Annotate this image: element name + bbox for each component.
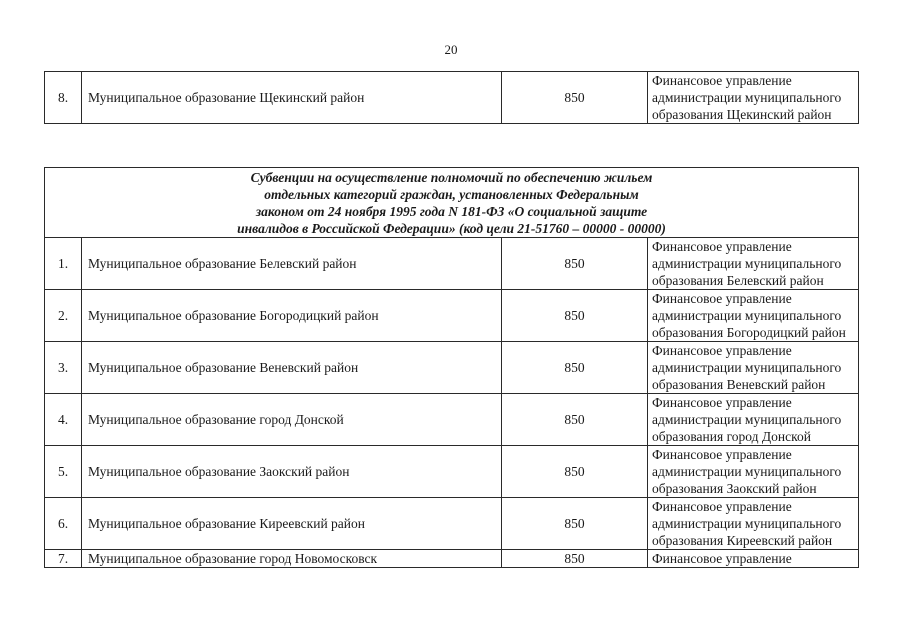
financial-authority-line: администрации муниципального	[652, 256, 842, 271]
financial-authority-line: Финансовое управление	[652, 239, 792, 254]
row-number: 6.	[45, 498, 82, 550]
financial-authority	[648, 290, 859, 342]
financial-authority-line: администрации муниципального	[652, 464, 842, 479]
section-title-line: инвалидов в Российской Федерации» (код цели 21-51760 – 00000 - 00000)	[237, 220, 666, 236]
table-row	[45, 394, 859, 446]
page-number: 20	[444, 42, 458, 57]
financial-authority-line: администрации муниципального	[652, 90, 842, 105]
table-row	[45, 550, 859, 568]
financial-authority-line: Финансовое управление	[652, 291, 792, 306]
municipality-name: Муниципальное образование Заокский район	[82, 446, 502, 498]
municipality-name: Муниципальное образование Веневский район	[82, 342, 502, 394]
financial-authority-line: администрации муниципального	[652, 308, 842, 323]
municipality-name: Муниципальное образование Белевский район	[82, 238, 502, 290]
section-title-line: законом от 24 ноября 1995 года N 181-ФЗ «О социальной защите	[255, 203, 648, 219]
financial-authority-line: Финансовое управление	[652, 343, 792, 358]
code-cell: 850	[502, 238, 648, 290]
financial-authority-line: Финансовое управление	[652, 73, 792, 88]
financial-authority	[648, 498, 859, 550]
section-title	[45, 168, 859, 238]
financial-authority-line: образования Щекинский район	[652, 107, 832, 122]
financial-authority	[648, 446, 859, 498]
code-cell: 850	[502, 446, 648, 498]
row-number: 7.	[45, 550, 82, 568]
row-number: 3.	[45, 342, 82, 394]
main-table-body	[45, 168, 859, 568]
table-row	[45, 72, 859, 124]
municipality-name: Муниципальное образование город Новомосковск	[82, 550, 502, 568]
row-number: 1.	[45, 238, 82, 290]
financial-authority	[648, 342, 859, 394]
top-table	[44, 71, 859, 124]
municipality-name: Муниципальное образование Киреевский район	[82, 498, 502, 550]
section-title-line: Субвенции на осуществление полномочий по обеспечению жильем	[250, 169, 653, 185]
municipality-name: Муниципальное образование Щекинский район	[82, 72, 502, 124]
table-row	[45, 446, 859, 498]
financial-authority-line: образования Веневский район	[652, 377, 826, 392]
financial-authority-line: Финансовое управление	[652, 551, 792, 566]
financial-authority	[648, 238, 859, 290]
municipality-name: Муниципальное образование Богородицкий район	[82, 290, 502, 342]
financial-authority-line: Финансовое управление	[652, 447, 792, 462]
financial-authority	[648, 72, 859, 124]
financial-authority-line: образования Богородицкий район	[652, 325, 846, 340]
section-title-line: отдельных категорий граждан, установленных Федеральным	[264, 186, 639, 202]
financial-authority-line: Финансовое управление	[652, 395, 792, 410]
financial-authority-line: образования Заокский район	[652, 481, 817, 496]
table-row	[45, 498, 859, 550]
financial-authority-line: образования Киреевский район	[652, 533, 833, 548]
code-cell: 850	[502, 498, 648, 550]
financial-authority-line: образования город Донской	[652, 429, 811, 444]
financial-authority	[648, 394, 859, 446]
financial-authority-line: администрации муниципального	[652, 360, 842, 375]
municipality-name: Муниципальное образование город Донской	[82, 394, 502, 446]
row-number: 4.	[45, 394, 82, 446]
code-cell: 850	[502, 342, 648, 394]
top-table-body	[45, 72, 859, 124]
table-row	[45, 238, 859, 290]
financial-authority-line: администрации муниципального	[652, 516, 842, 531]
code-cell: 850	[502, 394, 648, 446]
financial-authority-line: администрации муниципального	[652, 412, 842, 427]
section-header-row	[45, 168, 859, 238]
financial-authority	[648, 550, 859, 568]
code-cell: 850	[502, 550, 648, 568]
table-row	[45, 290, 859, 342]
row-number: 5.	[45, 446, 82, 498]
row-number: 2.	[45, 290, 82, 342]
row-number: 8.	[45, 72, 82, 124]
code-cell: 850	[502, 290, 648, 342]
code-cell: 850	[502, 72, 648, 124]
financial-authority-line: Финансовое управление	[652, 499, 792, 514]
financial-authority-line: образования Белевский район	[652, 273, 824, 288]
table-row	[45, 342, 859, 394]
main-table	[44, 167, 859, 568]
